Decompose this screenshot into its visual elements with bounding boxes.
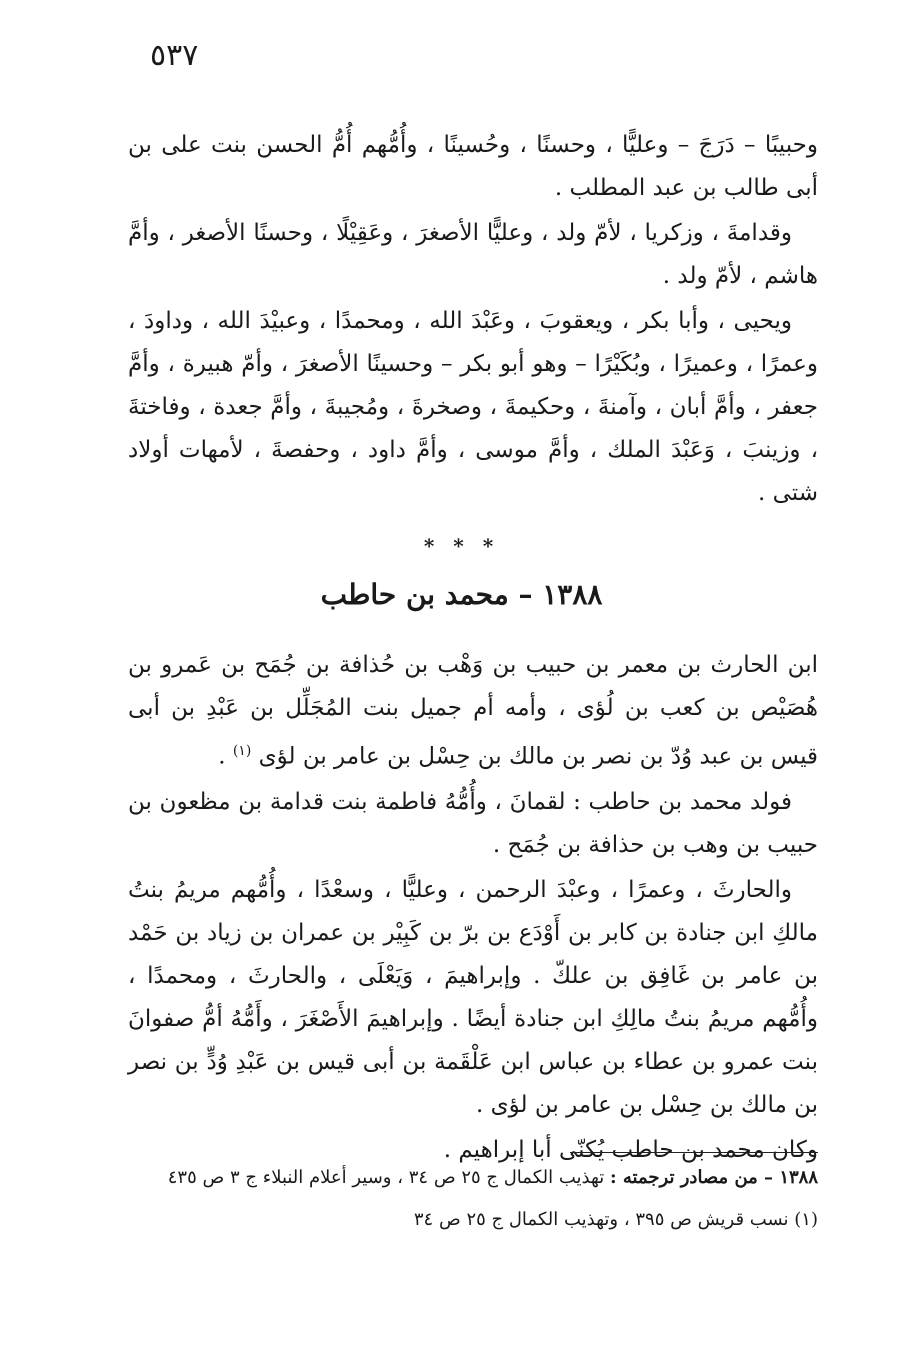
page-number: ٥٣٧: [150, 38, 199, 73]
footnote-marker: (١): [232, 743, 252, 759]
paragraph: وقدامةَ ، وزكريا ، لأمّ ولد ، وعليًّا الأصغرَ ، وعَقِيْلًا ، وحسنًا الأصغر ، وأمَّ هاشم ، لأمّ ولد .: [128, 220, 818, 289]
section-separator: * * *: [423, 534, 500, 558]
footnote-1: (١) نسب قريش ص ٣٩٥ ، وتهذيب الكمال ج ٢٥ ص ٣٤: [413, 1209, 818, 1230]
top-text-block: [128, 124, 818, 517]
paragraph: ويحيى ، وأبا بكر ، ويعقوبَ ، وعَبْدَ الله ، ومحمدًا ، وعبيْدَ الله ، وداودَ ، وعمرًا ، وعميرًا ، وبُكَيْرًا – وهو أبو بكر – وحسينًا الأصغرَ ، وأمّ هبيرة ، وأمَّ جعفر ، وأمَّ أبان ، وآمنةَ ، وحكيمةَ ، وصخرةَ ، ومُجيبةَ ، وأمَّ جعدة ، وفاختةَ ، وزينبَ ، وَعَبْدَ الملك ، وأمَّ موسى ، وأمَّ داود ، وحفصةَ ، لأمهات أولاد شتى .: [128, 308, 818, 506]
source-footnote-text: تهذيب الكمال ج ٢٥ ص ٣٤ ، وسير أعلام النبلاء ج ٣ ص ٤٣٥: [167, 1167, 610, 1188]
paragraph-text: ابن الحارث بن معمر بن حبيب بن وَهْب بن حُذافة بن جُمَح بن عَمرو بن هُصَيْص بن كعب بن لُؤى ، وأمه أم جميل بنت المُجَلِّل بن عَبْدِ بن أبى قيس بن عبد وُدّ بن نصر بن مالك بن حِسْل بن عامر بن لؤى: [128, 652, 818, 770]
paragraph: والحارثَ ، وعمرًا ، وعبْدَ الرحمن ، وعليًّا ، وسعْدًا ، وأُمُّهم مريمُ بنتُ مالكِ ابن جنادة بن كابر بن أَوْدَع بن برّ بن كَبِيْر بن عمران بن زياد بن حَمْد بن عامر بن غَافِق بن علكّ . وإبراهيمَ ، وَيَعْلَى ، والحارثَ ، ومحمدًا ، وأُمُّهم مريمُ بنتُ مالِكِ ابن جنادة أيضًا . وإبراهيمَ الأَصْغَرَ ، وأَمُّهُ أمُّ صفوانَ بنت عمرو بن عطاء بن عباس ابن عَلْقَمة بن أبى قيس بن عَبْدِ وُدٍّ بن نصر بن مالك بن حِسْل بن عامر بن لؤى .: [128, 876, 818, 1118]
source-footnote-lead: ١٣٨٨ – من مصادر ترجمته :: [610, 1167, 818, 1188]
paragraph: وحبيبًا – دَرَجَ – وعليًّا ، وحسنًا ، وحُسينًا ، وأُمُّهم أُمُّ الحسن بنت على بن أبى طالب بن عبد المطلب .: [128, 132, 818, 201]
source-footnote: [128, 1160, 818, 1196]
entry-heading: ١٣٨٨ – محمد بن حاطب: [320, 578, 603, 611]
paragraph: وكان محمد بن حاطب يُكنّى أبا إبراهيم .: [443, 1136, 818, 1163]
footnote-divider: [570, 1152, 818, 1153]
paragraph: فولد محمد بن حاطب : لقمانَ ، وأُمُّهُ فاطمة بنت قدامة بن مظعون بن حبيب بن وهب بن حذافة بن جُمَح .: [128, 788, 818, 858]
paragraph: [128, 644, 818, 779]
entry-text-block: [128, 644, 818, 1174]
paragraph-end: .: [218, 743, 233, 770]
footnotes: [128, 1160, 818, 1244]
